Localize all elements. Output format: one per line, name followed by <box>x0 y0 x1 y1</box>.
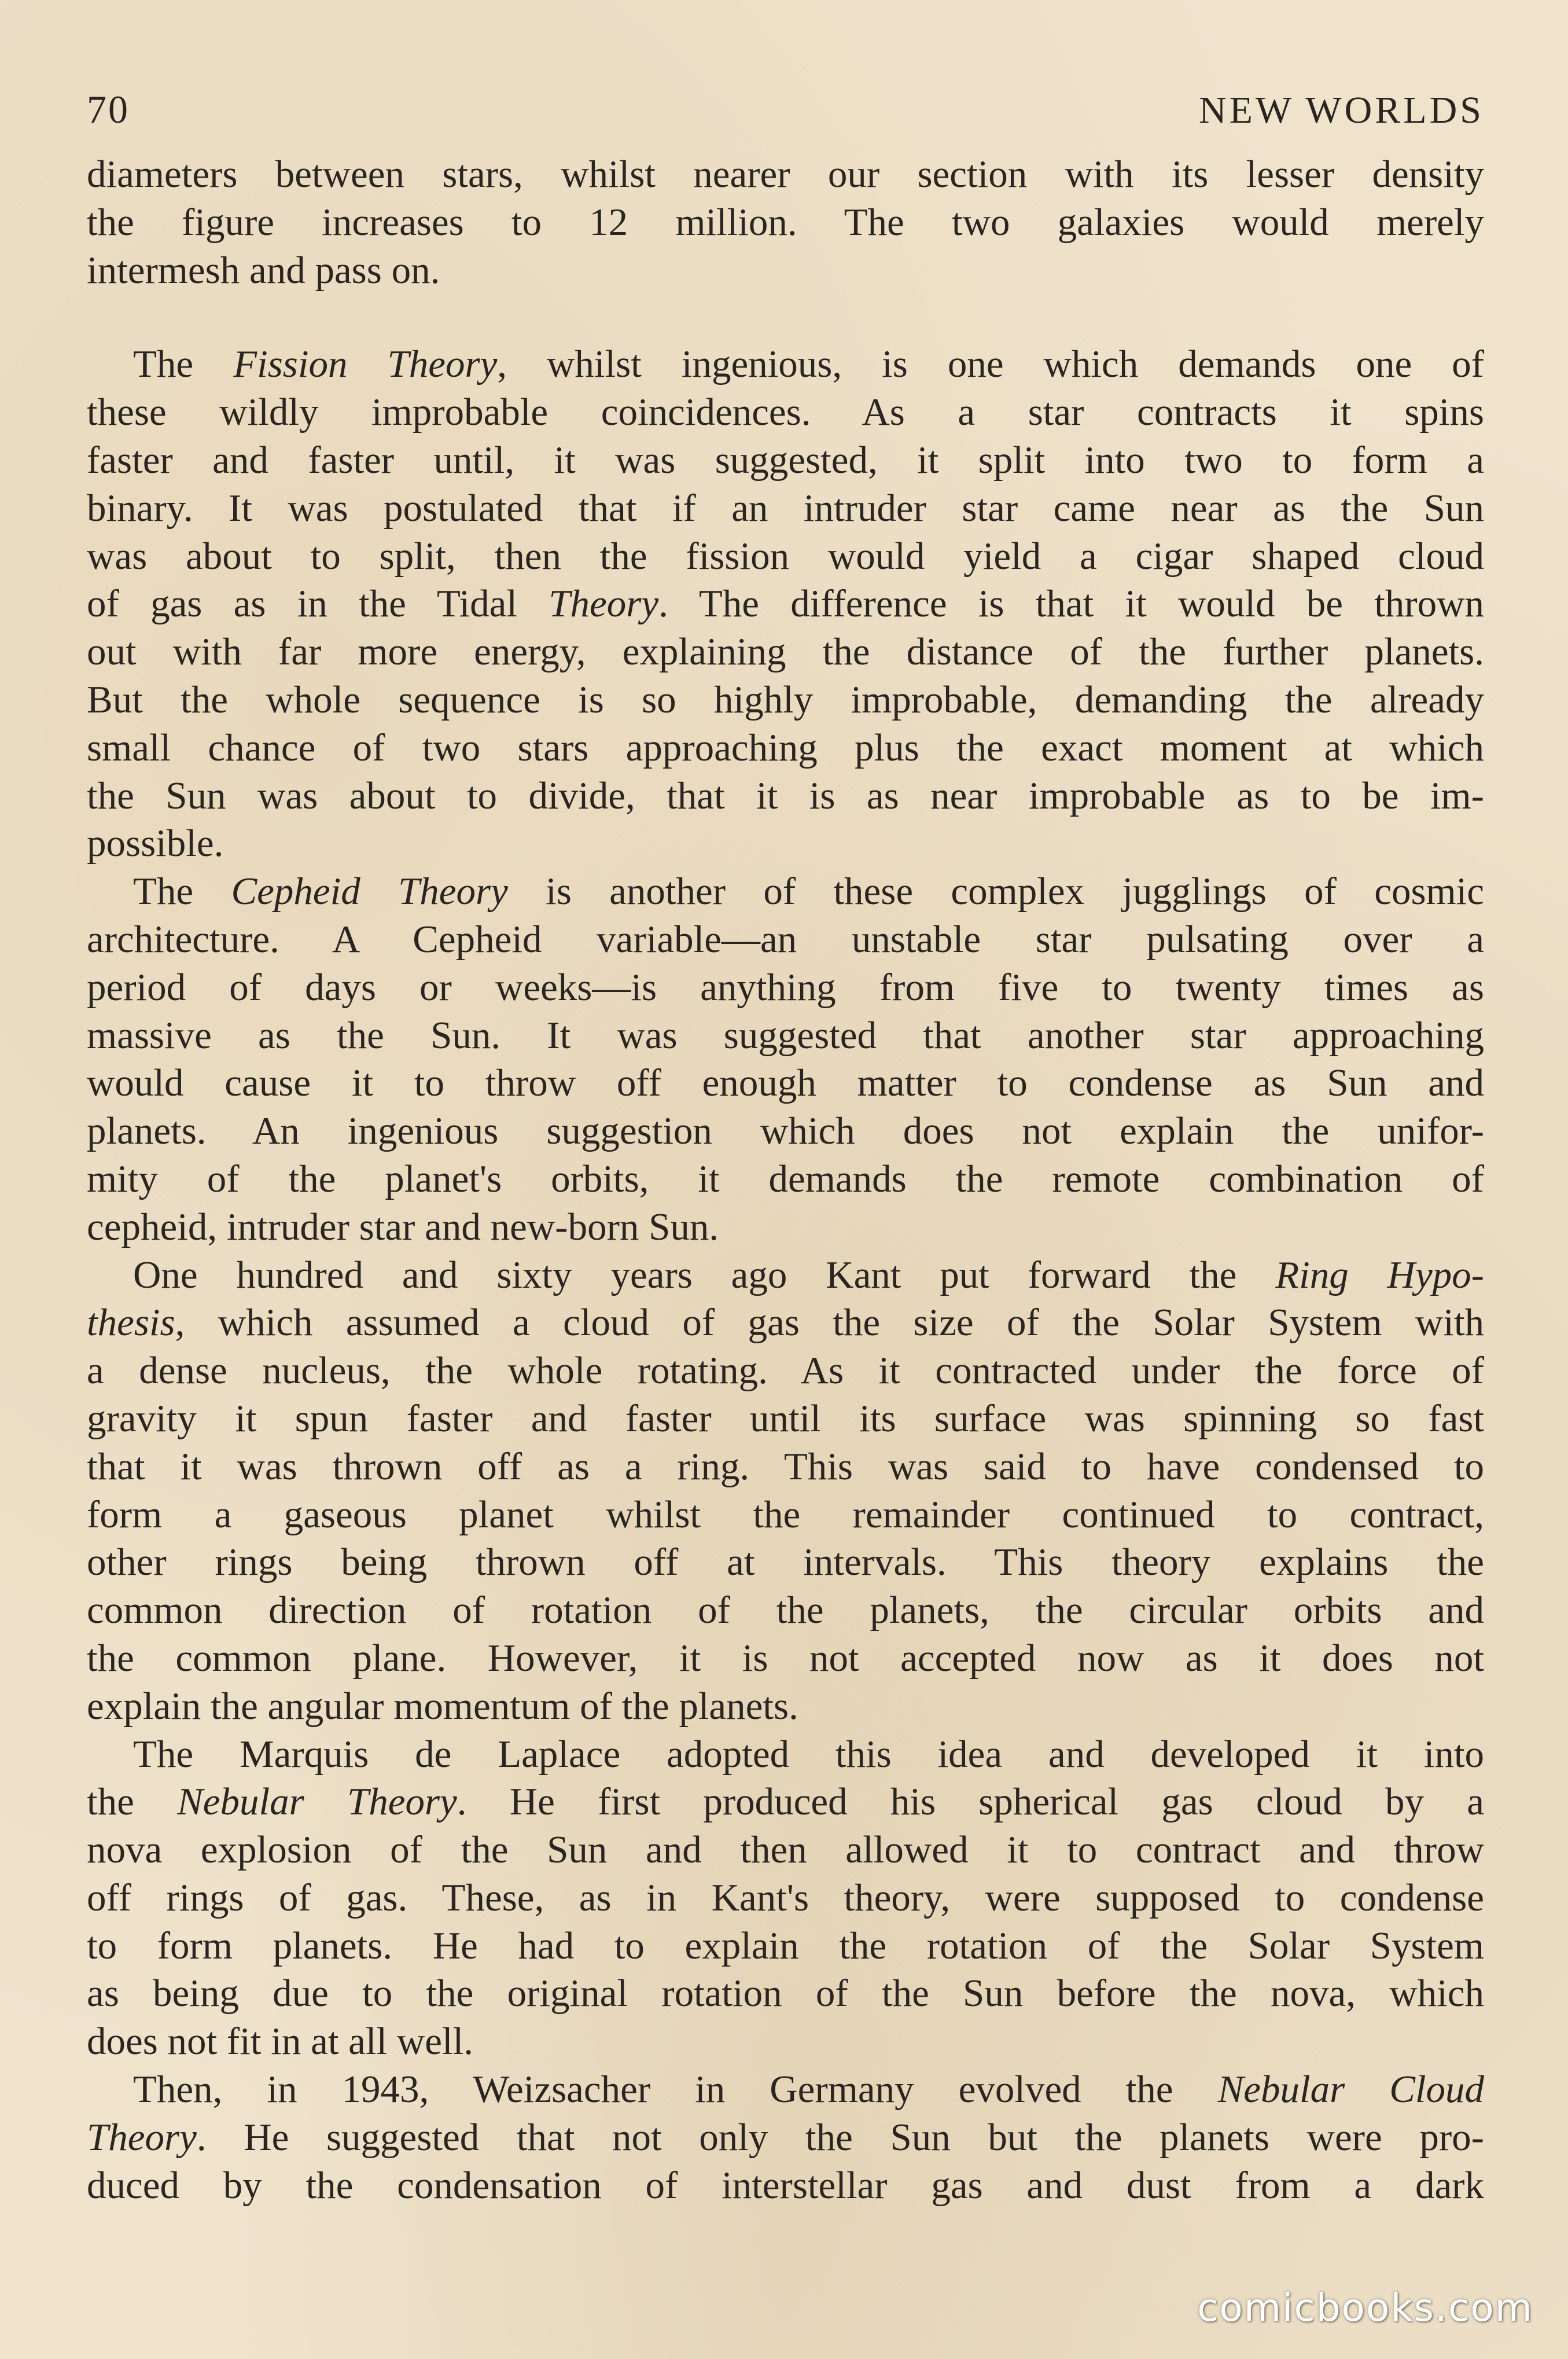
text-line: But the whole sequence is so highly improbable, demanding the already <box>87 678 1484 721</box>
text-line: One hundred and sixty years ago Kant put forward the Ring Hypo- <box>133 1253 1484 1296</box>
text-line: The Fission Theory, whilst ingenious, is one which demands one of <box>133 343 1484 386</box>
text-line: a dense nucleus, the whole rotating. As it contracted under the force of <box>87 1349 1484 1392</box>
text-line: massive as the Sun. It was suggested that another star approaching <box>87 1013 1484 1057</box>
page-number: 70 <box>87 87 130 131</box>
paragraph-gap <box>87 294 1484 340</box>
text-line: binary. It was postulated that if an intruder star came near as the Sun <box>87 486 1484 530</box>
text-line: possible. <box>87 822 224 865</box>
text-line: duced by the condensation of interstellar gas and dust from a dark <box>87 2163 1484 2207</box>
text-line: The Cepheid Theory is another of these complex jugglings of cosmic <box>133 870 1485 913</box>
book-page <box>87 87 1484 2209</box>
paragraph <box>87 1730 1484 2066</box>
text-line: thesis, which assumed a cloud of gas the size of the Solar System with <box>87 1301 1484 1344</box>
paragraph <box>87 2066 1484 2209</box>
text-line: form a gaseous planet whilst the remainder continued to contract, <box>87 1493 1484 1536</box>
text-line: diameters between stars, whilst nearer our section with its lesser density <box>87 153 1484 196</box>
text-line: faster and faster until, it was suggested, it split into two to form a <box>87 438 1484 482</box>
text-line: the Sun was about to divide, that it is as near improbable as to be im- <box>87 774 1484 817</box>
text-line: the figure increases to 12 million. The two galaxies would merely <box>87 200 1484 244</box>
watermark: comicbooks.com <box>1197 2285 1533 2330</box>
text-line: Theory. He suggested that not only the Sun but the planets were pro- <box>87 2115 1484 2159</box>
text-line: other rings being thrown off at intervals. This theory explains the <box>87 1541 1484 1584</box>
paragraph <box>87 150 1484 294</box>
text-line: does not fit in at all well. <box>87 2020 474 2063</box>
text-line: common direction of rotation of the planets, the circular orbits and <box>87 1589 1484 1632</box>
text-line: period of days or weeks—is anything from five to twenty times as <box>87 965 1484 1009</box>
text-line: gravity it spun faster and faster until its surface was spinning so fast <box>87 1397 1484 1440</box>
text-line: out with far more energy, explaining the distance of the further planets. <box>87 630 1484 674</box>
text-line: the Nebular Theory. He first produced his spherical gas cloud by a <box>87 1780 1484 1824</box>
text-line: architecture. A Cepheid variable—an unstable star pulsating over a <box>87 917 1484 961</box>
text-line: of gas as in the Tidal Theory. The difference is that it would be thrown <box>87 582 1484 626</box>
text-line: these wildly improbable coincidences. As a star contracts it spins <box>87 391 1484 434</box>
text-line: as being due to the original rotation of the Sun before the nova, which <box>87 1972 1484 2015</box>
text-line: intermesh and pass on. <box>87 248 440 292</box>
text-line: planets. An ingenious suggestion which does not explain the unifor- <box>87 1109 1484 1153</box>
text-line: was about to split, then the fission would yield a cigar shaped cloud <box>87 534 1484 578</box>
text-line: nova explosion of the Sun and then allowed it to contract and throw <box>87 1828 1484 1872</box>
text-line: the common plane. However, it is not accepted now as it does not <box>87 1636 1484 1680</box>
paragraph <box>87 1251 1484 1730</box>
text-line: cepheid, intruder star and new-born Sun. <box>87 1205 719 1248</box>
text-line: to form planets. He had to explain the rotation of the Solar System <box>87 1924 1484 1967</box>
paragraph <box>87 868 1484 1251</box>
text-line: that it was thrown off as a ring. This was said to have condensed to <box>87 1445 1484 1488</box>
text-line: explain the angular momentum of the planets. <box>87 1684 798 1728</box>
text-line: mity of the planet's orbits, it demands the remote combination of <box>87 1157 1484 1200</box>
text-line: Then, in 1943, Weizsacher in Germany evolved the Nebular Cloud <box>133 2068 1484 2111</box>
paragraph <box>87 340 1484 868</box>
text-line: small chance of two stars approaching plus the exact moment at which <box>87 726 1484 769</box>
text-line: would cause it to throw off enough matter to condense as Sun and <box>87 1061 1484 1105</box>
text-line: The Marquis de Laplace adopted this idea and developed it into <box>133 1732 1484 1776</box>
running-header <box>87 87 1484 150</box>
body-text <box>87 150 1484 2209</box>
text-line: off rings of gas. These, as in Kant's theory, were supposed to condense <box>87 1876 1484 1919</box>
running-title: NEW WORLDS <box>1198 89 1484 131</box>
